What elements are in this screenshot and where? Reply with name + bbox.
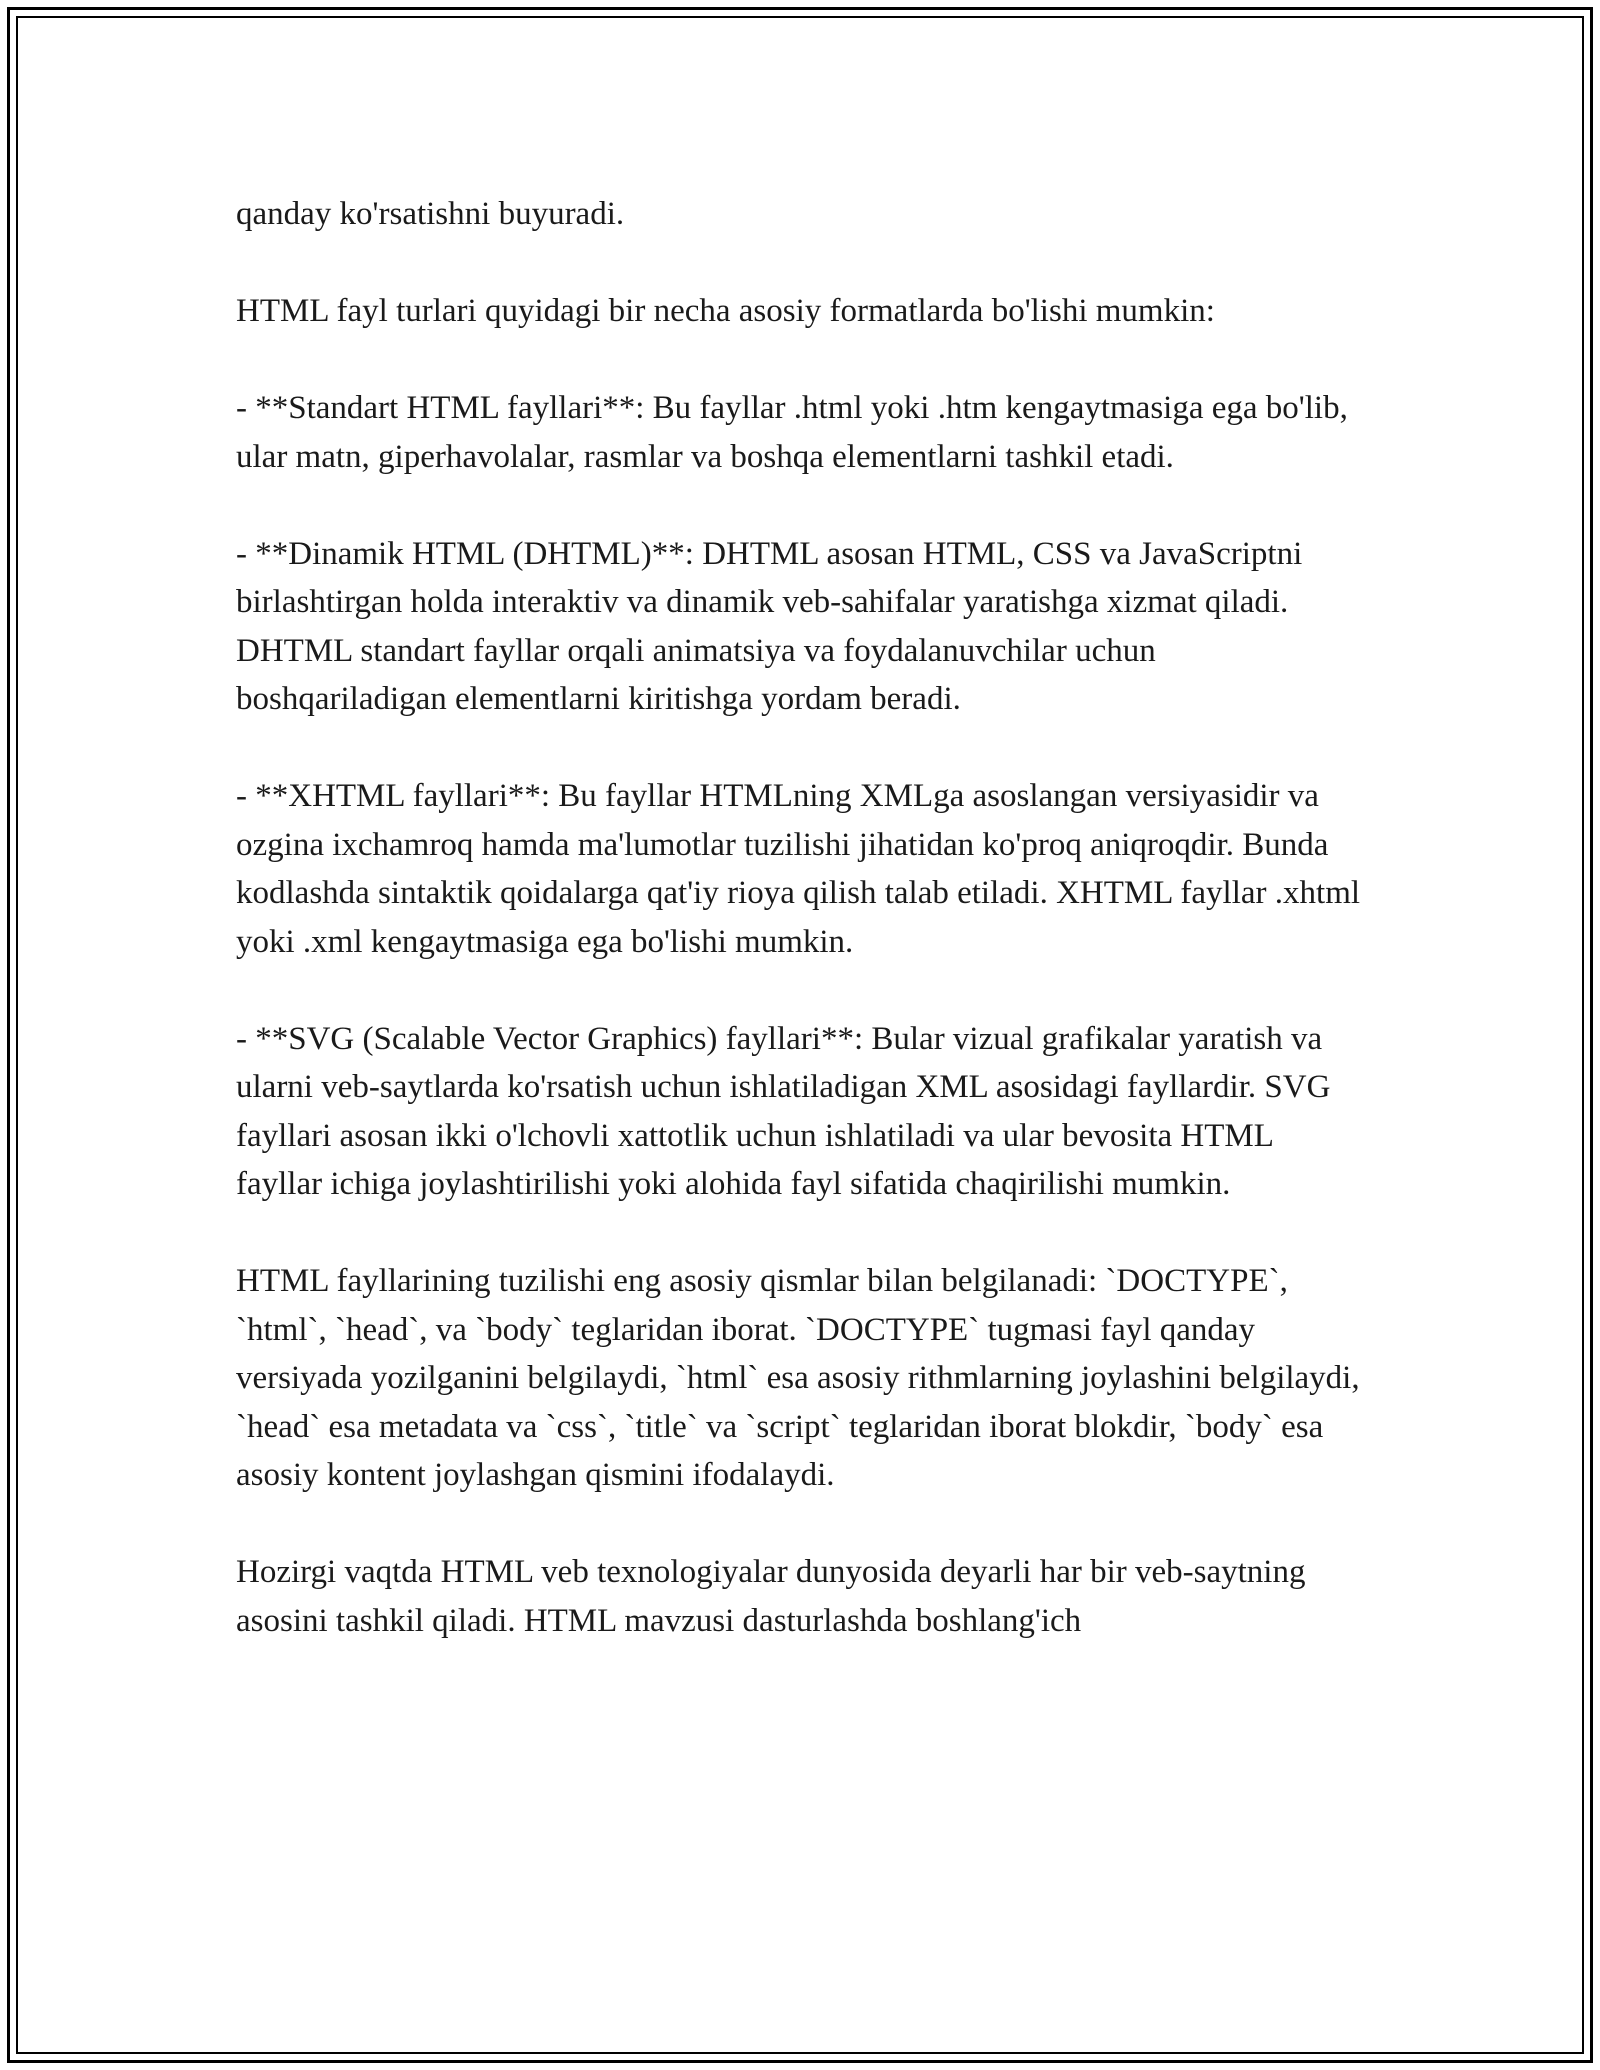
paragraph-html-today: Hozirgi vaqtda HTML veb texnologiyalar dunyosida deyarli har bir veb-saytning asosini tashkil qiladi. HTML mavzusi dasturlashda boshlang'ich bbox=[236, 1554, 1306, 1639]
paragraph-dhtml: - **Dinamik HTML (DHTML)**: DHTML asosan HTML, CSS va JavaScriptni birlashtirgan holda interaktiv va dinamik veb-sahifalar yaratishga xizmat qiladi. DHTML standart fayllar orqali animatsiya va foydalanuvchilar uchun boshqariladigan elementlarni kiritishga yordam beradi. bbox=[236, 535, 1303, 717]
document-body bbox=[236, 190, 1366, 1645]
paragraph-standard-html: - **Standart HTML fayllari**: Bu fayllar .html yoki .htm kengaytmasiga ega bo'lib, ular matn, giperhavolalar, rasmlar va boshqa elementlarni tashkil etadi. bbox=[236, 390, 1348, 475]
paragraph-html-structure: HTML fayllarining tuzilishi eng asosiy qismlar bilan belgilanadi: `DOCTYPE`, `html`, `head`, va `body` teglaridan iborat. `DOCTYPE` tugmasi fayl qanday versiyada yozilganini belgilaydi, `html` esa asosiy rithmlarning joylashini belgilaydi, `head` esa metadata va `css`, `title` va `script` teglaridan iborat blokdir, `body` esa asosiy kontent joylashgan qismini ifodalaydi. bbox=[236, 1263, 1360, 1493]
paragraph-svg: - **SVG (Scalable Vector Graphics) fayllari**: Bular vizual grafikalar yaratish va ularni veb-saytlarda ko'rsatish uchun ishlatiladigan XML asosidagi fayllardir. SVG fayllari asosan ikki o'lchovli xattotlik uchun ishlatiladi va ular bevosita HTML fayllar ichiga joylashtirilishi yoki alohida fayl sifatida chaqirilishi mumkin. bbox=[236, 1020, 1331, 1202]
paragraph-xhtml: - **XHTML fayllari**: Bu fayllar HTMLning XMLga asoslangan versiyasidir va ozgina ixchamroq hamda ma'lumotlar tuzilishi jihatidan ko'proq aniqroqdir. Bunda kodlashda sintaktik qoidalarga qat'iy rioya qilish talab etiladi. XHTML fayllar .xhtml yoki .xml kengaytmasiga ega bo'lishi mumkin. bbox=[236, 778, 1361, 960]
paragraph-file-types-intro: HTML fayl turlari quyidagi bir necha asosiy formatlarda bo'lishi mumkin: bbox=[236, 293, 1215, 329]
paragraph-intro-continuation: qanday ko'rsatishni buyuradi. bbox=[236, 196, 625, 232]
